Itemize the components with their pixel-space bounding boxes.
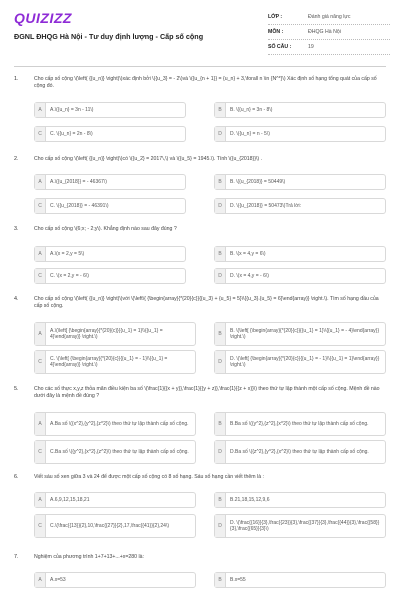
option-text: C. \({u_n} = 2n - 8\) <box>50 130 93 137</box>
option-c[interactable] <box>34 198 186 214</box>
option-d[interactable] <box>214 440 386 464</box>
meta-key: LỚP : <box>268 14 283 20</box>
option-d[interactable] <box>214 126 386 142</box>
option-letter: B <box>215 175 226 189</box>
option-letter: A <box>35 247 46 261</box>
option-text: A.\({u_n} = 3n - 11\) <box>50 106 94 113</box>
option-text: C.\(\frac{{13}}{2},10,\frac{{27}}{2},17,\frac{{41}}{2},24\) <box>50 522 169 529</box>
option-letter: C <box>35 269 46 283</box>
question-text: Cho cấp số cộng \(\left( {{u_n}} \right)\)xác định bởi \({u_3} = - 2\)và \({u_{n + 1}} = {u_n} + 3,\forall n \in {N^*}\) Xác định số hạng tổng quát của cấp số cộng đó. <box>34 76 377 89</box>
header-divider <box>14 66 386 67</box>
option-a[interactable] <box>34 322 196 346</box>
option-text: B.x=55 <box>230 576 246 583</box>
question-text: Cho cấp số cộng \(\left( {{u_n}} \right)\)với \(\left\{ {\begin{array}{*{20}{c}}{{u_3} + {u_5} = 5}\\{{u_3}.{u_5} = 6}\end{array}} \right.\). Tìm số hạng đầu của cấp số cộng. <box>34 296 379 309</box>
option-text: D. \({u_{2018}} = 50473\)Trả lời: <box>230 202 302 209</box>
option-text: D. \(\left[ {\begin{array}{*{20}{c}}{{u_1} = - 1}\\{{u_1} = 1}\end{array}} \right.\) <box>230 355 380 368</box>
meta-key: SỐ CÂU : <box>268 44 292 50</box>
option-a[interactable] <box>34 246 186 262</box>
option-c[interactable] <box>34 514 196 538</box>
meta-value: Đánh giá năng lực <box>308 14 351 20</box>
question-text: Nghiệm của phương trình 1+7+13+...+x=280 là: <box>34 554 144 560</box>
option-b[interactable] <box>214 412 386 436</box>
option-b[interactable] <box>214 572 386 588</box>
option-text: C. \({u_{2018}} = - 46391\) <box>50 202 109 209</box>
option-text: A.\({u_{2018}} = - 46367\) <box>50 178 107 185</box>
option-text: A.6,9,12,15,18,21 <box>50 496 90 503</box>
option-letter: B <box>215 103 226 117</box>
option-letter: D <box>215 441 226 463</box>
question-text: Cho cấp số cộng \(\left( {{u_n}} \right)\)có \({u_2} = 2017\,\) và \({u_5} = 1945.\). Tính \({u_{2018}}\) . <box>34 156 263 162</box>
meta-key: MÔN : <box>268 29 284 35</box>
question-number: 1. <box>14 76 19 82</box>
option-letter: B <box>215 413 226 435</box>
option-text: D. \(\frac{{16}}{3},\frac{{23}}{3},\frac{{37}}{3},\frac{{44}}{3},\frac{{58}}{3},\frac{{65}}{3}\) <box>230 519 380 532</box>
meta-row-count <box>268 40 390 55</box>
option-text: A.x=53 <box>50 576 66 583</box>
option-text: C.Ba số \({y^2},{x^2},{z^2}\) theo thứ tự lập thành cấp số cộng. <box>50 448 189 455</box>
option-text: B. \({u_n} = 3n - 8\) <box>230 106 273 113</box>
option-letter: D <box>215 199 226 213</box>
option-b[interactable] <box>214 322 386 346</box>
option-text: C. \(x = 2,y = - 6\) <box>50 272 89 279</box>
option-b[interactable] <box>214 492 386 508</box>
option-text: B. \(\left[ {\begin{array}{*{20}{c}}{{u_1} = 1}\\{{u_1} = - 4}\end{array}} \right.\) <box>230 327 380 340</box>
option-letter: C <box>35 441 46 463</box>
question-text: Viết sáu số xen giữa 3 và 24 để được một cấp số cộng có 8 số hạng. Sáu số hạng cần viết thêm là : <box>34 474 264 480</box>
option-letter: B <box>215 323 226 345</box>
question-text: Cho cấp số cộng \(6;x; - 2;y\). Khẳng định nào sau đây đúng ? <box>34 226 177 232</box>
option-letter: A <box>35 323 46 345</box>
option-text: D. \(x = 4,y = - 6\) <box>230 272 269 279</box>
option-a[interactable] <box>34 174 186 190</box>
option-c[interactable] <box>34 350 196 374</box>
worksheet-title: ĐGNL ĐHQG Hà Nội - Tư duy định lượng - Cấp số cộng <box>14 32 204 41</box>
option-text: B. \(x = 4,y = 6\) <box>230 250 266 257</box>
option-c[interactable] <box>34 440 196 464</box>
option-text: D.Ba số \({z^2},{y^2},{x^2}\) theo thứ tự lập thành cấp số cộng. <box>230 448 369 455</box>
option-a[interactable] <box>34 102 186 118</box>
option-d[interactable] <box>214 350 386 374</box>
option-letter: C <box>35 199 46 213</box>
question-number: 5. <box>14 386 19 392</box>
option-letter: D <box>215 127 226 141</box>
option-letter: A <box>35 175 46 189</box>
option-text: A.\(x = 2,y = 5\) <box>50 250 85 257</box>
option-letter: C <box>35 127 46 141</box>
option-text: D. \({u_n} = n - 5\) <box>230 130 270 137</box>
option-a[interactable] <box>34 412 196 436</box>
question-number: 7. <box>14 554 19 560</box>
option-text: C. \(\left[ {\begin{array}{*{20}{c}}{{u_1} = - 1}\\{{u_1} = 4}\end{array}} \right.\) <box>50 355 168 368</box>
worksheet-meta <box>268 10 390 55</box>
option-text: A.Ba số \({x^2},{y^2},{z^2}\) theo thứ tự lập thành cấp số cộng. <box>50 420 189 427</box>
question-number: 3. <box>14 226 19 232</box>
option-letter: C <box>35 351 46 373</box>
option-b[interactable] <box>214 102 386 118</box>
option-text: B.21,18,15,12,9,6 <box>230 496 270 503</box>
option-c[interactable] <box>34 126 186 142</box>
option-d[interactable] <box>214 198 386 214</box>
option-letter: A <box>35 493 46 507</box>
option-letter: D <box>215 351 226 373</box>
option-text: B. \({u_{2018}} = 50449\) <box>230 178 286 185</box>
option-letter: B <box>215 573 226 587</box>
question-text: Cho các số thực x,y,z thỏa mãn điều kiện ba số \(\frac{1}{{x + y}},\frac{1}{{y + z}},\frac{1}{{z + x}}\) theo thứ tự lập thành một cấp số cộng. Mệnh đề nào dưới đây là mệnh đề đúng ? <box>34 386 380 399</box>
option-d[interactable] <box>214 514 386 538</box>
option-letter: A <box>35 103 46 117</box>
question-number: 4. <box>14 296 19 302</box>
meta-value: 19 <box>308 44 314 50</box>
option-letter: A <box>35 413 46 435</box>
option-text: A.\(\left[ {\begin{array}{*{20}{c}}{{u_1} = 1}\\{{u_1} = 4}\end{array}} \right.\) <box>50 327 163 340</box>
meta-row-subject <box>268 25 390 40</box>
option-d[interactable] <box>214 268 386 284</box>
option-letter: D <box>215 269 226 283</box>
option-letter: B <box>215 493 226 507</box>
option-a[interactable] <box>34 572 196 588</box>
option-letter: D <box>215 515 226 537</box>
option-letter: C <box>35 515 46 537</box>
meta-value: ĐHQG Hà Nội <box>308 29 341 35</box>
option-b[interactable] <box>214 246 386 262</box>
quizizz-logo: QUIZIZZ <box>14 10 72 26</box>
question-number: 2. <box>14 156 19 162</box>
option-letter: A <box>35 573 46 587</box>
option-b[interactable] <box>214 174 386 190</box>
option-text: B.Ba số \({y^2},{z^2},{x^2}\) theo thứ tự lập thành cấp số cộng. <box>230 420 369 427</box>
option-letter: B <box>215 247 226 261</box>
question-number: 6. <box>14 474 19 480</box>
meta-row-class <box>268 10 390 25</box>
option-c[interactable] <box>34 268 186 284</box>
option-a[interactable] <box>34 492 196 508</box>
